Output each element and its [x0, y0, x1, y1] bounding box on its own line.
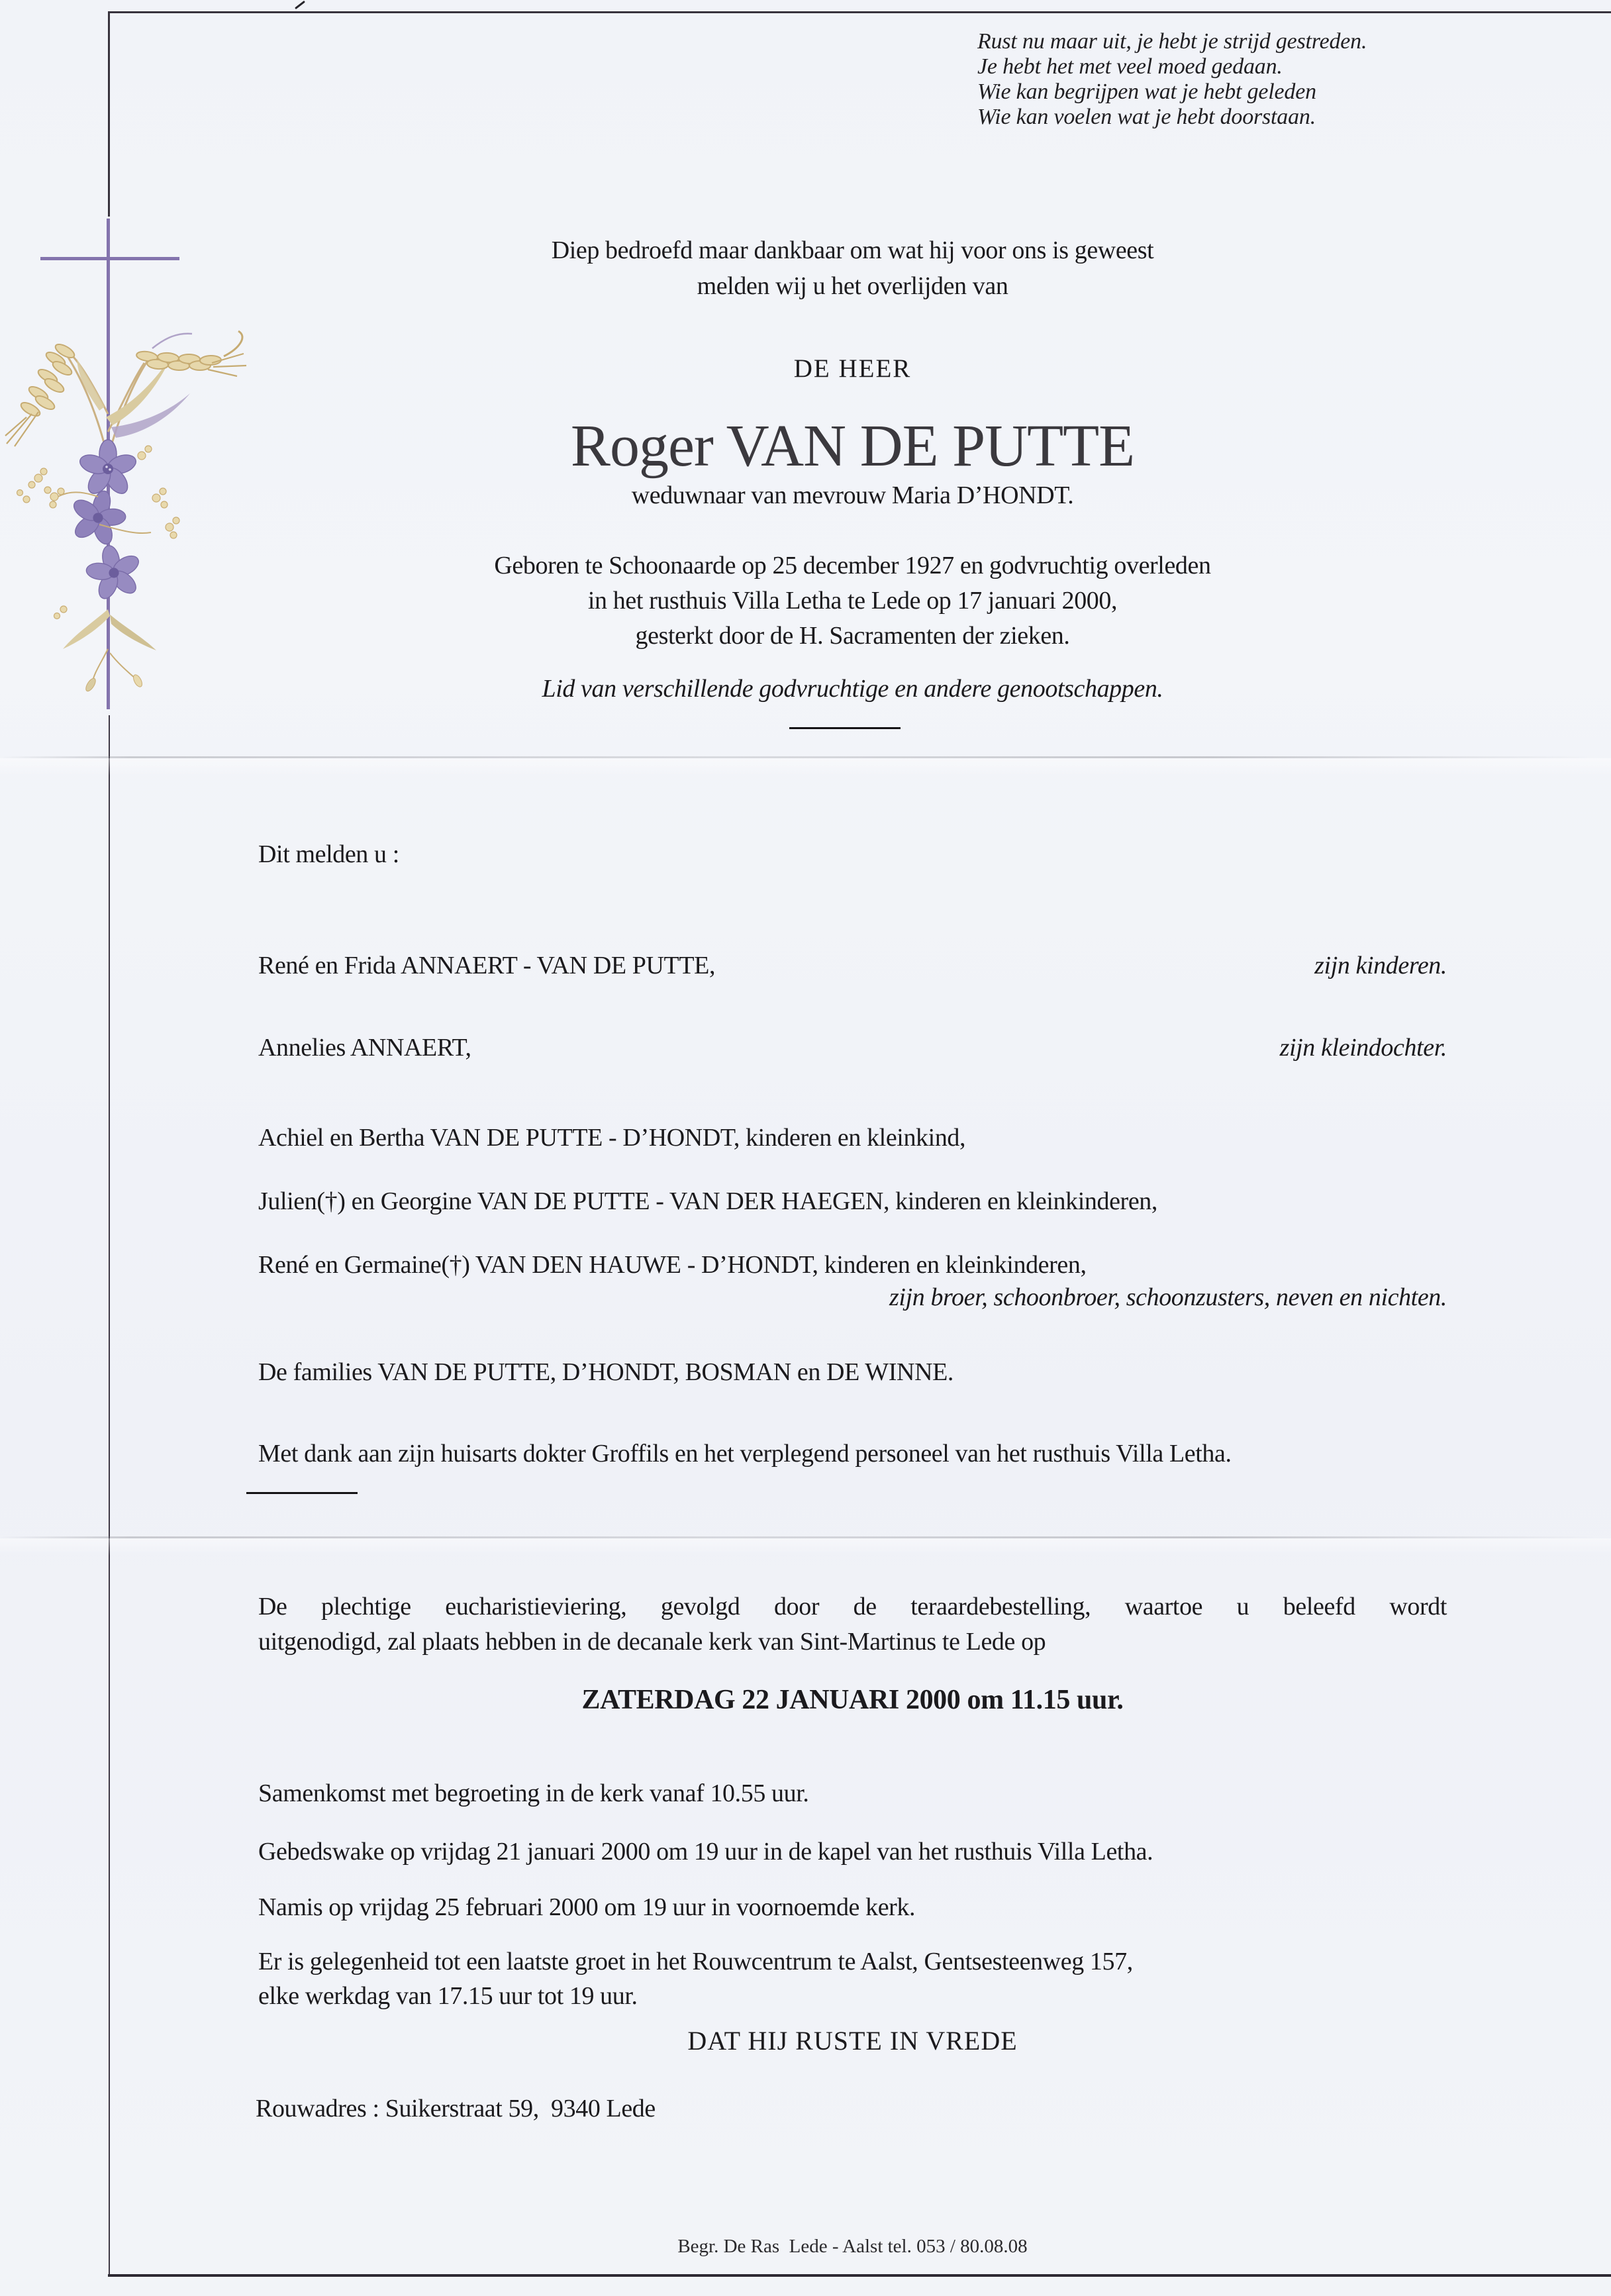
vigil-line: Gebedswake op vrijdag 21 januari 2000 om 19 uur in de kapel van het rusthuis Villa Letha. — [258, 1838, 1153, 1866]
intro-line-1: Diep bedroefd maar dankbaar om wat hij voor ons is geweest — [551, 236, 1154, 264]
relative-name: Achiel en Bertha VAN DE PUTTE - D’HONDT, kinderen en kleinkind, — [258, 1124, 966, 1152]
relative-relation: zijn kleindochter. — [1279, 1034, 1447, 1062]
poem-line: Wie kan begrijpen wat je hebt geleden — [977, 79, 1316, 104]
mourning-address: Rouwadres : Suikerstraat 59, 9340 Lede — [256, 2095, 656, 2122]
relative-name: Annelies ANNAERT, — [258, 1034, 471, 1062]
section-divider — [789, 727, 901, 729]
membership-line: Lid van verschillende godvruchtige en andere genootschappen. — [542, 675, 1163, 703]
relative-name: René en Germaine(†) VAN DEN HAUWE - D’HONDT, kinderen en kleinkinderen, — [258, 1251, 1087, 1279]
wheat-ear-left — [5, 342, 76, 446]
viewing-line-2: elke werkdag van 17.15 uur tot 19 uur. — [258, 1982, 638, 2010]
announcement-heading: Dit melden u : — [258, 840, 399, 868]
relative-name: René en Frida ANNAERT - VAN DE PUTTE, — [258, 952, 716, 979]
relative-name: Julien(†) en Georgine VAN DE PUTTE - VAN DER HAEGEN, kinderen en kleinkinderen, — [258, 1187, 1157, 1215]
funeral-date-line: ZATERDAG 22 JANUARI 2000 om 11.15 uur. — [581, 1685, 1124, 1715]
scan-mark — [295, 1, 305, 9]
memorial-poem — [977, 29, 1367, 130]
poem-line: Wie kan voelen wat je hebt doorstaan. — [977, 105, 1316, 129]
relative-relation: zijn broer, schoonbroer, schoonzusters, neven en nichten. — [889, 1283, 1447, 1311]
sacraments-line: gesterkt door de H. Sacramenten der zieken. — [635, 622, 1070, 650]
salutation: DE HEER — [793, 354, 912, 383]
died-line: in het rusthuis Villa Letha te Lede op 17 januari 2000, — [587, 587, 1118, 615]
invitation-line-1: De plechtige eucharistieviering, gevolgd door de teraardebestelling, waartoe u beleefd wordt — [258, 1593, 1447, 1621]
widower-line: weduwnaar van mevrouw Maria D’HONDT. — [631, 481, 1074, 509]
families-line: De families VAN DE PUTTE, D’HONDT, BOSMAN en DE WINNE. — [258, 1358, 954, 1386]
section-divider — [246, 1492, 358, 1494]
card-edge-top — [108, 11, 1611, 13]
memorial-cross-icon — [0, 185, 278, 715]
relative-relation: zijn kinderen. — [1314, 952, 1447, 979]
gathering-line: Samenkomst met begroeting in de kerk vanaf 10.55 uur. — [258, 1779, 809, 1807]
flower-cluster — [56, 440, 151, 605]
rest-in-peace-line: DAT HIJ RUSTE IN VREDE — [687, 2026, 1018, 2056]
viewing-line-1: Er is gelegenheid tot een laatste groet in het Rouwcentrum te Aalst, Gentsesteenweg 157, — [258, 1948, 1133, 1975]
fold-crease-lower — [0, 1536, 1611, 1538]
memorial-mass-line: Namis op vrijdag 25 februari 2000 om 19 uur in voornoemde kerk. — [258, 1893, 916, 1921]
undertaker-line: Begr. De Ras Lede - Aalst tel. 053 / 80.08.08 — [677, 2236, 1028, 2257]
invitation-line-2: uitgenodigd, zal plaats hebben in de decanale kerk van Sint-Martinus te Lede op — [258, 1628, 1046, 1656]
thanks-line: Met dank aan zijn huisarts dokter Groffils en het verplegend personeel van het rusthuis Villa Letha. — [258, 1440, 1232, 1468]
poem-line: Rust nu maar uit, je hebt je strijd gestreden. — [977, 29, 1367, 54]
card-edge-bottom — [108, 2274, 1611, 2277]
deceased-name: Roger VAN DE PUTTE — [570, 413, 1135, 479]
poem-line: Je hebt het met veel moed gedaan. — [977, 54, 1283, 79]
intro-line-2: melden wij u het overlijden van — [697, 272, 1008, 300]
wheat-ear-right — [136, 331, 246, 376]
fold-crease-upper — [0, 756, 1611, 758]
born-line: Geboren te Schoonaarde op 25 december 1927 en godvruchtig overleden — [494, 552, 1211, 579]
card-fold-line-left — [109, 715, 110, 2277]
life-dates-block — [258, 548, 1447, 654]
